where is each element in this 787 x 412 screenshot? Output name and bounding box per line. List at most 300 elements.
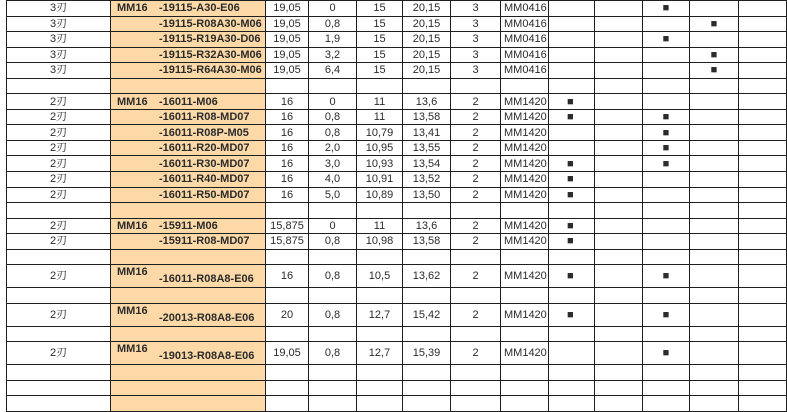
model-cell[interactable] bbox=[111, 187, 266, 203]
empty-cell[interactable] bbox=[549, 326, 595, 342]
mark-cell-5[interactable] bbox=[739, 234, 787, 250]
length-cell[interactable]: 10,91 bbox=[357, 172, 403, 188]
empty-cell[interactable] bbox=[266, 249, 309, 265]
radius-cell[interactable]: 0 bbox=[309, 94, 357, 110]
empty-cell[interactable] bbox=[595, 288, 643, 304]
empty-cell[interactable] bbox=[549, 365, 595, 381]
empty-cell[interactable] bbox=[7, 326, 111, 342]
mark-cell-5[interactable] bbox=[739, 187, 787, 203]
flutes-cell[interactable]: 2 bbox=[451, 94, 501, 110]
diameter-cell[interactable]: 16 bbox=[266, 125, 309, 141]
empty-cell[interactable] bbox=[595, 203, 643, 219]
mark-cell-2[interactable] bbox=[595, 342, 643, 365]
empty-cell[interactable] bbox=[403, 365, 451, 381]
overall-cell[interactable]: 20,15 bbox=[403, 16, 451, 32]
length-cell[interactable]: 15 bbox=[357, 1, 403, 17]
empty-cell[interactable] bbox=[595, 249, 643, 265]
holder-cell[interactable]: MM1420 bbox=[501, 156, 549, 172]
empty-cell[interactable] bbox=[111, 203, 266, 219]
empty-cell[interactable] bbox=[451, 365, 501, 381]
mark-cell-5[interactable] bbox=[739, 1, 787, 17]
length-cell[interactable]: 10,93 bbox=[357, 156, 403, 172]
empty-cell[interactable] bbox=[690, 203, 739, 219]
mark-cell-3[interactable]: ■ bbox=[643, 156, 690, 172]
empty-cell[interactable] bbox=[643, 326, 690, 342]
empty-cell[interactable] bbox=[111, 326, 266, 342]
radius-cell[interactable]: 3,2 bbox=[309, 47, 357, 63]
radius-cell[interactable]: 0,8 bbox=[309, 342, 357, 365]
empty-cell[interactable] bbox=[403, 78, 451, 94]
mark-cell-5[interactable] bbox=[739, 94, 787, 110]
mark-cell-5[interactable] bbox=[739, 109, 787, 125]
overall-cell[interactable]: 13,55 bbox=[403, 140, 451, 156]
radius-cell[interactable]: 0 bbox=[309, 1, 357, 17]
empty-cell[interactable] bbox=[451, 380, 501, 396]
diameter-cell[interactable]: 19,05 bbox=[266, 16, 309, 32]
holder-cell[interactable]: MM1420 bbox=[501, 187, 549, 203]
empty-cell[interactable] bbox=[266, 78, 309, 94]
mark-cell-2[interactable] bbox=[595, 109, 643, 125]
mark-cell-1[interactable] bbox=[549, 32, 595, 48]
model-cell[interactable] bbox=[111, 16, 266, 32]
diameter-cell[interactable]: 15,875 bbox=[266, 218, 309, 234]
mark-cell-3[interactable]: ■ bbox=[643, 342, 690, 365]
overall-cell[interactable]: 13,54 bbox=[403, 156, 451, 172]
mark-cell-4[interactable] bbox=[690, 109, 739, 125]
mark-cell-1[interactable]: ■ bbox=[549, 187, 595, 203]
empty-cell[interactable] bbox=[266, 365, 309, 381]
empty-cell[interactable] bbox=[501, 203, 549, 219]
empty-cell[interactable] bbox=[690, 78, 739, 94]
empty-cell[interactable] bbox=[111, 365, 266, 381]
model-cell[interactable] bbox=[111, 265, 266, 288]
model-cell[interactable] bbox=[111, 47, 266, 63]
empty-cell[interactable] bbox=[7, 288, 111, 304]
empty-cell[interactable] bbox=[111, 249, 266, 265]
length-cell[interactable]: 11 bbox=[357, 109, 403, 125]
mark-cell-3[interactable] bbox=[643, 172, 690, 188]
model-cell[interactable] bbox=[111, 342, 266, 365]
mark-cell-3[interactable]: ■ bbox=[643, 303, 690, 326]
empty-cell[interactable] bbox=[690, 380, 739, 396]
overall-cell[interactable]: 13,41 bbox=[403, 125, 451, 141]
mark-cell-3[interactable] bbox=[643, 47, 690, 63]
empty-cell[interactable] bbox=[403, 249, 451, 265]
teeth-cell[interactable]: 3刃 bbox=[7, 47, 111, 63]
empty-cell[interactable] bbox=[690, 365, 739, 381]
empty-cell[interactable] bbox=[739, 249, 787, 265]
mark-cell-2[interactable] bbox=[595, 156, 643, 172]
overall-cell[interactable]: 13,58 bbox=[403, 234, 451, 250]
overall-cell[interactable]: 13,52 bbox=[403, 172, 451, 188]
mark-cell-3[interactable]: ■ bbox=[643, 32, 690, 48]
empty-cell[interactable] bbox=[357, 326, 403, 342]
mark-cell-5[interactable] bbox=[739, 32, 787, 48]
flutes-cell[interactable]: 3 bbox=[451, 16, 501, 32]
mark-cell-1[interactable]: ■ bbox=[549, 156, 595, 172]
holder-cell[interactable]: MM0416 bbox=[501, 16, 549, 32]
holder-cell[interactable]: MM1420 bbox=[501, 125, 549, 141]
flutes-cell[interactable]: 3 bbox=[451, 63, 501, 79]
empty-cell[interactable] bbox=[501, 78, 549, 94]
mark-cell-4[interactable] bbox=[690, 265, 739, 288]
radius-cell[interactable]: 0,8 bbox=[309, 303, 357, 326]
length-cell[interactable]: 10,98 bbox=[357, 234, 403, 250]
mark-cell-2[interactable] bbox=[595, 125, 643, 141]
mark-cell-5[interactable] bbox=[739, 125, 787, 141]
mark-cell-4[interactable] bbox=[690, 1, 739, 17]
radius-cell[interactable]: 5,0 bbox=[309, 187, 357, 203]
mark-cell-4[interactable] bbox=[690, 32, 739, 48]
mark-cell-3[interactable]: ■ bbox=[643, 1, 690, 17]
empty-cell[interactable] bbox=[111, 78, 266, 94]
empty-cell[interactable] bbox=[7, 78, 111, 94]
diameter-cell[interactable]: 16 bbox=[266, 94, 309, 110]
mark-cell-3[interactable]: ■ bbox=[643, 109, 690, 125]
empty-cell[interactable] bbox=[309, 365, 357, 381]
empty-cell[interactable] bbox=[357, 365, 403, 381]
mark-cell-4[interactable] bbox=[690, 125, 739, 141]
length-cell[interactable]: 10,5 bbox=[357, 265, 403, 288]
overall-cell[interactable]: 13,6 bbox=[403, 218, 451, 234]
empty-cell[interactable] bbox=[549, 203, 595, 219]
empty-cell[interactable] bbox=[501, 380, 549, 396]
mark-cell-2[interactable] bbox=[595, 172, 643, 188]
mark-cell-3[interactable]: ■ bbox=[643, 140, 690, 156]
teeth-cell[interactable]: 2刃 bbox=[7, 156, 111, 172]
radius-cell[interactable]: 6,4 bbox=[309, 63, 357, 79]
empty-cell[interactable] bbox=[501, 249, 549, 265]
length-cell[interactable]: 15 bbox=[357, 32, 403, 48]
empty-cell[interactable] bbox=[357, 203, 403, 219]
mark-cell-1[interactable] bbox=[549, 140, 595, 156]
radius-cell[interactable]: 1,9 bbox=[309, 32, 357, 48]
mark-cell-3[interactable]: ■ bbox=[643, 125, 690, 141]
diameter-cell[interactable]: 16 bbox=[266, 140, 309, 156]
empty-cell[interactable] bbox=[451, 288, 501, 304]
diameter-cell[interactable]: 16 bbox=[266, 187, 309, 203]
radius-cell[interactable]: 0,8 bbox=[309, 234, 357, 250]
empty-cell[interactable] bbox=[739, 326, 787, 342]
empty-cell[interactable] bbox=[643, 78, 690, 94]
model-cell[interactable] bbox=[111, 32, 266, 48]
length-cell[interactable]: 12,7 bbox=[357, 342, 403, 365]
model-cell[interactable] bbox=[111, 94, 266, 110]
flutes-cell[interactable]: 2 bbox=[451, 218, 501, 234]
model-cell[interactable] bbox=[111, 172, 266, 188]
mark-cell-3[interactable] bbox=[643, 63, 690, 79]
diameter-cell[interactable]: 20 bbox=[266, 303, 309, 326]
flutes-cell[interactable]: 2 bbox=[451, 172, 501, 188]
mark-cell-1[interactable] bbox=[549, 125, 595, 141]
mark-cell-1[interactable]: ■ bbox=[549, 265, 595, 288]
mark-cell-1[interactable]: ■ bbox=[549, 218, 595, 234]
holder-cell[interactable]: MM1420 bbox=[501, 342, 549, 365]
diameter-cell[interactable]: 16 bbox=[266, 109, 309, 125]
mark-cell-2[interactable] bbox=[595, 1, 643, 17]
empty-cell[interactable] bbox=[266, 326, 309, 342]
mark-cell-2[interactable] bbox=[595, 140, 643, 156]
teeth-cell[interactable]: 2刃 bbox=[7, 342, 111, 365]
empty-cell[interactable] bbox=[451, 326, 501, 342]
empty-cell[interactable] bbox=[549, 380, 595, 396]
diameter-cell[interactable]: 19,05 bbox=[266, 47, 309, 63]
holder-cell[interactable]: MM1420 bbox=[501, 303, 549, 326]
teeth-cell[interactable]: 2刃 bbox=[7, 109, 111, 125]
holder-cell[interactable]: MM1420 bbox=[501, 172, 549, 188]
empty-cell[interactable] bbox=[451, 249, 501, 265]
mark-cell-5[interactable] bbox=[739, 342, 787, 365]
empty-cell[interactable] bbox=[266, 203, 309, 219]
model-cell[interactable] bbox=[111, 125, 266, 141]
empty-cell[interactable] bbox=[309, 380, 357, 396]
mark-cell-2[interactable] bbox=[595, 63, 643, 79]
diameter-cell[interactable]: 16 bbox=[266, 265, 309, 288]
holder-cell[interactable]: MM1420 bbox=[501, 94, 549, 110]
empty-cell[interactable] bbox=[403, 288, 451, 304]
radius-cell[interactable]: 0 bbox=[309, 218, 357, 234]
diameter-cell[interactable]: 16 bbox=[266, 172, 309, 188]
empty-cell[interactable] bbox=[690, 288, 739, 304]
flutes-cell[interactable]: 2 bbox=[451, 187, 501, 203]
length-cell[interactable]: 15 bbox=[357, 63, 403, 79]
radius-cell[interactable]: 2,0 bbox=[309, 140, 357, 156]
holder-cell[interactable]: MM1420 bbox=[501, 140, 549, 156]
empty-cell[interactable] bbox=[266, 288, 309, 304]
empty-cell[interactable] bbox=[357, 78, 403, 94]
holder-cell[interactable]: MM0416 bbox=[501, 32, 549, 48]
mark-cell-5[interactable] bbox=[739, 218, 787, 234]
mark-cell-2[interactable] bbox=[595, 94, 643, 110]
empty-cell[interactable] bbox=[595, 326, 643, 342]
holder-cell[interactable]: MM1420 bbox=[501, 218, 549, 234]
holder-cell[interactable]: MM0416 bbox=[501, 47, 549, 63]
empty-cell[interactable] bbox=[357, 249, 403, 265]
empty-cell[interactable] bbox=[549, 288, 595, 304]
empty-cell[interactable] bbox=[739, 78, 787, 94]
empty-cell[interactable] bbox=[739, 288, 787, 304]
mark-cell-3[interactable] bbox=[643, 218, 690, 234]
flutes-cell[interactable]: 3 bbox=[451, 47, 501, 63]
mark-cell-5[interactable] bbox=[739, 140, 787, 156]
empty-cell[interactable] bbox=[643, 203, 690, 219]
teeth-cell[interactable]: 2刃 bbox=[7, 303, 111, 326]
holder-cell[interactable]: MM1420 bbox=[501, 234, 549, 250]
empty-cell[interactable] bbox=[7, 249, 111, 265]
mark-cell-1[interactable] bbox=[549, 63, 595, 79]
mark-cell-4[interactable]: ■ bbox=[690, 16, 739, 32]
empty-cell[interactable] bbox=[111, 380, 266, 396]
empty-cell[interactable] bbox=[690, 326, 739, 342]
flutes-cell[interactable]: 2 bbox=[451, 265, 501, 288]
teeth-cell[interactable]: 3刃 bbox=[7, 16, 111, 32]
length-cell[interactable]: 11 bbox=[357, 218, 403, 234]
holder-cell[interactable]: MM1420 bbox=[501, 265, 549, 288]
holder-cell[interactable]: MM1420 bbox=[501, 109, 549, 125]
flutes-cell[interactable]: 3 bbox=[451, 32, 501, 48]
mark-cell-1[interactable]: ■ bbox=[549, 109, 595, 125]
overall-cell[interactable]: 15,39 bbox=[403, 342, 451, 365]
mark-cell-1[interactable]: ■ bbox=[549, 303, 595, 326]
mark-cell-4[interactable] bbox=[690, 234, 739, 250]
mark-cell-5[interactable] bbox=[739, 16, 787, 32]
empty-cell[interactable] bbox=[357, 288, 403, 304]
length-cell[interactable]: 12,7 bbox=[357, 303, 403, 326]
empty-cell[interactable] bbox=[7, 365, 111, 381]
model-cell[interactable] bbox=[111, 303, 266, 326]
diameter-cell[interactable]: 15,875 bbox=[266, 234, 309, 250]
mark-cell-1[interactable]: ■ bbox=[549, 172, 595, 188]
mark-cell-2[interactable] bbox=[595, 187, 643, 203]
mark-cell-4[interactable] bbox=[690, 140, 739, 156]
empty-cell[interactable] bbox=[643, 288, 690, 304]
empty-cell[interactable] bbox=[309, 78, 357, 94]
teeth-cell[interactable]: 2刃 bbox=[7, 140, 111, 156]
empty-cell[interactable] bbox=[690, 249, 739, 265]
empty-cell[interactable] bbox=[595, 365, 643, 381]
radius-cell[interactable]: 0,8 bbox=[309, 16, 357, 32]
empty-cell[interactable] bbox=[403, 203, 451, 219]
length-cell[interactable]: 10,79 bbox=[357, 125, 403, 141]
mark-cell-4[interactable] bbox=[690, 172, 739, 188]
diameter-cell[interactable]: 16 bbox=[266, 156, 309, 172]
overall-cell[interactable]: 15,42 bbox=[403, 303, 451, 326]
mark-cell-3[interactable]: ■ bbox=[643, 265, 690, 288]
model-cell[interactable] bbox=[111, 218, 266, 234]
diameter-cell[interactable]: 19,05 bbox=[266, 342, 309, 365]
diameter-cell[interactable]: 19,05 bbox=[266, 32, 309, 48]
mark-cell-2[interactable] bbox=[595, 218, 643, 234]
mark-cell-3[interactable] bbox=[643, 234, 690, 250]
flutes-cell[interactable]: 2 bbox=[451, 303, 501, 326]
mark-cell-1[interactable] bbox=[549, 342, 595, 365]
empty-cell[interactable] bbox=[549, 249, 595, 265]
model-cell[interactable] bbox=[111, 109, 266, 125]
teeth-cell[interactable]: 3刃 bbox=[7, 32, 111, 48]
radius-cell[interactable]: 0,8 bbox=[309, 125, 357, 141]
overall-cell[interactable]: 13,6 bbox=[403, 94, 451, 110]
model-cell[interactable] bbox=[111, 234, 266, 250]
length-cell[interactable]: 10,89 bbox=[357, 187, 403, 203]
empty-cell[interactable] bbox=[451, 78, 501, 94]
empty-cell[interactable] bbox=[549, 78, 595, 94]
empty-cell[interactable] bbox=[739, 203, 787, 219]
empty-cell[interactable] bbox=[643, 380, 690, 396]
empty-cell[interactable] bbox=[111, 288, 266, 304]
empty-cell[interactable] bbox=[309, 249, 357, 265]
model-cell[interactable] bbox=[111, 156, 266, 172]
flutes-cell[interactable]: 3 bbox=[451, 1, 501, 17]
teeth-cell[interactable]: 2刃 bbox=[7, 94, 111, 110]
overall-cell[interactable]: 20,15 bbox=[403, 47, 451, 63]
radius-cell[interactable]: 0,8 bbox=[309, 109, 357, 125]
mark-cell-4[interactable] bbox=[690, 94, 739, 110]
length-cell[interactable]: 11 bbox=[357, 94, 403, 110]
mark-cell-4[interactable]: ■ bbox=[690, 63, 739, 79]
overall-cell[interactable]: 13,50 bbox=[403, 187, 451, 203]
teeth-cell[interactable]: 2刃 bbox=[7, 265, 111, 288]
mark-cell-2[interactable] bbox=[595, 32, 643, 48]
overall-cell[interactable]: 13,62 bbox=[403, 265, 451, 288]
holder-cell[interactable]: MM0416 bbox=[501, 1, 549, 17]
mark-cell-5[interactable] bbox=[739, 47, 787, 63]
empty-cell[interactable] bbox=[266, 380, 309, 396]
flutes-cell[interactable]: 2 bbox=[451, 342, 501, 365]
empty-cell[interactable] bbox=[501, 326, 549, 342]
radius-cell[interactable]: 3,0 bbox=[309, 156, 357, 172]
mark-cell-4[interactable] bbox=[690, 187, 739, 203]
mark-cell-4[interactable] bbox=[690, 218, 739, 234]
mark-cell-1[interactable] bbox=[549, 1, 595, 17]
empty-cell[interactable] bbox=[739, 380, 787, 396]
flutes-cell[interactable]: 2 bbox=[451, 140, 501, 156]
empty-cell[interactable] bbox=[357, 380, 403, 396]
empty-cell[interactable] bbox=[501, 365, 549, 381]
mark-cell-1[interactable] bbox=[549, 47, 595, 63]
mark-cell-1[interactable]: ■ bbox=[549, 234, 595, 250]
mark-cell-5[interactable] bbox=[739, 265, 787, 288]
overall-cell[interactable]: 13,58 bbox=[403, 109, 451, 125]
diameter-cell[interactable]: 19,05 bbox=[266, 63, 309, 79]
mark-cell-2[interactable] bbox=[595, 234, 643, 250]
teeth-cell[interactable]: 3刃 bbox=[7, 1, 111, 17]
mark-cell-2[interactable] bbox=[595, 47, 643, 63]
mark-cell-4[interactable] bbox=[690, 303, 739, 326]
mark-cell-4[interactable]: ■ bbox=[690, 47, 739, 63]
teeth-cell[interactable]: 2刃 bbox=[7, 234, 111, 250]
flutes-cell[interactable]: 2 bbox=[451, 156, 501, 172]
empty-cell[interactable] bbox=[403, 326, 451, 342]
empty-cell[interactable] bbox=[501, 288, 549, 304]
overall-cell[interactable]: 20,15 bbox=[403, 32, 451, 48]
teeth-cell[interactable]: 2刃 bbox=[7, 125, 111, 141]
empty-cell[interactable] bbox=[595, 78, 643, 94]
empty-cell[interactable] bbox=[309, 288, 357, 304]
flutes-cell[interactable]: 2 bbox=[451, 109, 501, 125]
teeth-cell[interactable]: 2刃 bbox=[7, 218, 111, 234]
overall-cell[interactable]: 20,15 bbox=[403, 63, 451, 79]
empty-cell[interactable] bbox=[309, 203, 357, 219]
empty-cell[interactable] bbox=[403, 380, 451, 396]
mark-cell-3[interactable] bbox=[643, 94, 690, 110]
teeth-cell[interactable]: 2刃 bbox=[7, 187, 111, 203]
empty-cell[interactable] bbox=[309, 326, 357, 342]
flutes-cell[interactable]: 2 bbox=[451, 234, 501, 250]
mark-cell-2[interactable] bbox=[595, 16, 643, 32]
length-cell[interactable]: 15 bbox=[357, 47, 403, 63]
mark-cell-1[interactable] bbox=[549, 16, 595, 32]
holder-cell[interactable]: MM0416 bbox=[501, 63, 549, 79]
mark-cell-2[interactable] bbox=[595, 265, 643, 288]
empty-cell[interactable] bbox=[7, 380, 111, 396]
mark-cell-2[interactable] bbox=[595, 303, 643, 326]
mark-cell-1[interactable]: ■ bbox=[549, 94, 595, 110]
length-cell[interactable]: 15 bbox=[357, 16, 403, 32]
mark-cell-5[interactable] bbox=[739, 172, 787, 188]
model-cell[interactable] bbox=[111, 1, 266, 17]
empty-cell[interactable] bbox=[643, 365, 690, 381]
empty-cell[interactable] bbox=[643, 249, 690, 265]
mark-cell-4[interactable] bbox=[690, 342, 739, 365]
empty-cell[interactable] bbox=[739, 365, 787, 381]
length-cell[interactable]: 10,95 bbox=[357, 140, 403, 156]
model-cell[interactable] bbox=[111, 63, 266, 79]
radius-cell[interactable]: 0,8 bbox=[309, 265, 357, 288]
mark-cell-4[interactable] bbox=[690, 156, 739, 172]
flutes-cell[interactable]: 2 bbox=[451, 125, 501, 141]
empty-cell[interactable] bbox=[7, 203, 111, 219]
empty-cell[interactable] bbox=[451, 203, 501, 219]
